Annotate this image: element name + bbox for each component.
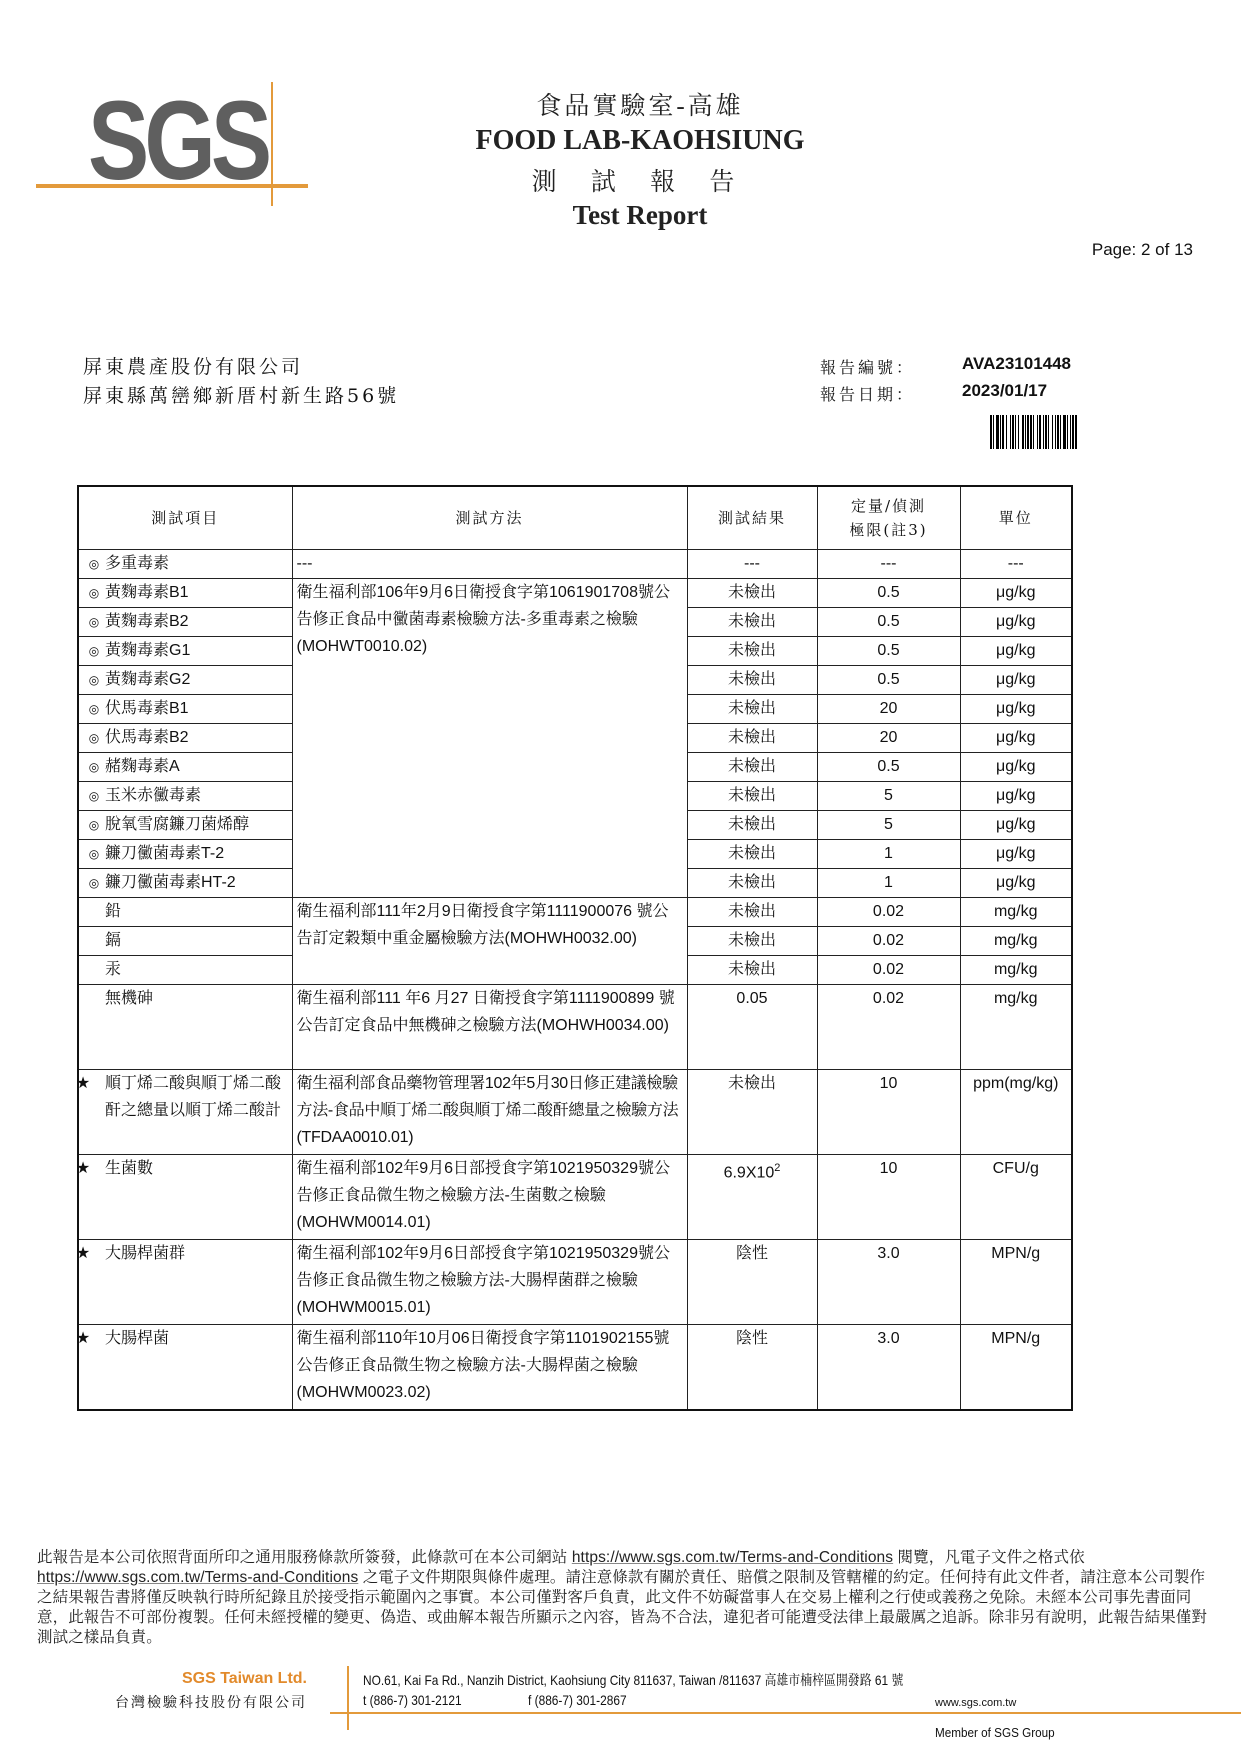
terms-link[interactable]: https://www.sgs.com.tw/Terms-and-Conditions: [571, 1549, 894, 1566]
results-table: [77, 485, 1073, 1411]
test-result: [687, 1155, 817, 1240]
result-value: 陰性: [735, 1245, 768, 1262]
test-item-label: 黃麴毒素G2: [105, 671, 191, 688]
result-value: 未檢出: [727, 961, 776, 978]
test-method: 衛生福利部110年10月06日衛授食字第1101902155號公告修正食品微生物之檢驗方法-大腸桿菌之檢驗(MOHWM0023.02): [292, 1325, 687, 1411]
test-result: [687, 840, 817, 869]
disclaimer-text: 閱覽，凡電子文件之格式依: [893, 1549, 1085, 1566]
test-result: [687, 753, 817, 782]
result-value: 未檢出: [727, 700, 776, 717]
test-item-label: 汞: [105, 961, 122, 978]
result-value: 0.05: [736, 990, 768, 1007]
member-of-sgs: Member of SGS Group: [935, 1725, 1055, 1740]
accredited-marker-icon: ◎: [88, 557, 100, 571]
result-value: 未檢出: [727, 932, 776, 949]
test-result: [687, 666, 817, 695]
detection-limit: 20: [817, 695, 960, 724]
test-item: [75, 1240, 292, 1325]
result-value: 未檢出: [727, 903, 776, 920]
test-item-label: 多重毒素: [105, 555, 170, 572]
test-method: 衛生福利部111年2月9日衛授食字第1111900076 號公告訂定穀類中重金屬檢驗方法(MOHWH0032.00): [292, 898, 687, 985]
detection-limit: 0.5: [817, 753, 960, 782]
test-result: [687, 811, 817, 840]
customer-address: 屏東縣萬巒鄉新厝村新生路56號: [83, 385, 400, 407]
accredited-marker-icon: ◎: [88, 818, 100, 832]
barcode: [990, 415, 1160, 449]
test-item: [78, 695, 292, 724]
detection-limit: 1: [817, 869, 960, 898]
unit: μg/kg: [960, 579, 1072, 608]
test-item-label: 鎘: [105, 932, 122, 949]
test-item: [78, 898, 292, 927]
website[interactable]: www.sgs.com.tw: [935, 1697, 1017, 1709]
detection-limit: 10: [817, 1155, 960, 1240]
detection-limit: 10: [817, 1070, 960, 1155]
result-exponent: 2: [774, 1162, 781, 1174]
test-item: [78, 608, 292, 637]
test-method: 衛生福利部111 年6 月27 日衛授食字第1111900899 號公告訂定食品中無機砷之檢驗方法(MOHWH0034.00): [292, 985, 687, 1070]
report-title-en: Test Report: [572, 200, 708, 230]
result-value: 未檢出: [727, 874, 776, 891]
test-result: [687, 1325, 817, 1411]
detection-limit: 3.0: [817, 1240, 960, 1325]
report-date: 2023/01/17: [962, 381, 1048, 400]
table-row: [78, 985, 1072, 1070]
unit: MPN/g: [960, 1325, 1072, 1411]
header-method: 測試方法: [292, 486, 687, 550]
sgs-logo: SGS: [88, 78, 268, 203]
accredited-marker-icon: ◎: [88, 702, 100, 716]
star-marker-icon: ★: [75, 1075, 91, 1092]
test-item: [75, 1325, 292, 1411]
test-item-label: 伏馬毒素B2: [105, 729, 189, 746]
table-row: [78, 1325, 1072, 1411]
test-item: [78, 550, 292, 579]
result-value: 未檢出: [727, 845, 776, 862]
table-row: [78, 550, 1072, 579]
test-result: [687, 782, 817, 811]
disclaimer-text: 之電子文件期限與條件處理。請注意條款有關於責任、賠償之限制及管轄權的約定。任何持有此文件者，請注意本公司製作之結果報告書將僅反映執行時所紀錄且於接受指示範圍內之事實。本公司僅對客戶負責，此文件不妨礙當事人在交易上權利之行使或義務之免除。未經本公司事先書面同意，此報告不可部份複製。任何未經授權的變更、偽造、或曲解本報告所顯示之內容，皆為不合法，違犯者可能遭受法律上最嚴厲之追訴。除非另有說明，此報告結果僅對測試之樣品負責。: [37, 1569, 1208, 1646]
unit: μg/kg: [960, 637, 1072, 666]
unit: CFU/g: [960, 1155, 1072, 1240]
test-item: [78, 666, 292, 695]
test-item-label: 黃麴毒素B1: [105, 584, 189, 601]
table-row: [78, 1240, 1072, 1325]
accredited-marker-icon: ◎: [88, 847, 100, 861]
test-item: [75, 1155, 292, 1240]
header-unit: 單位: [960, 486, 1072, 550]
test-item-label: 伏馬毒素B1: [105, 700, 189, 717]
star-marker-icon: ★: [75, 1160, 91, 1177]
test-method: ---: [292, 550, 687, 579]
footer-rule-horizontal: [330, 1712, 1241, 1714]
test-item-label: 黃麴毒素B2: [105, 613, 189, 630]
test-item: [78, 753, 292, 782]
test-method: 衛生福利部106年9月6日衛授食字第1061901708號公告修正食品中黴菌毒素檢驗方法-多重毒素之檢驗(MOHWT0010.02): [292, 579, 687, 898]
unit: ---: [960, 550, 1072, 579]
test-item-label: 鉛: [105, 903, 122, 920]
unit: μg/kg: [960, 666, 1072, 695]
unit: mg/kg: [960, 927, 1072, 956]
result-value: ---: [744, 555, 760, 572]
accredited-marker-icon: ◎: [88, 586, 100, 600]
unit: μg/kg: [960, 782, 1072, 811]
table-row: [78, 1155, 1072, 1240]
test-item: [78, 811, 292, 840]
company-name-en: SGS Taiwan Ltd.: [181, 1670, 307, 1687]
test-item: [78, 782, 292, 811]
test-item-label: 順丁烯二酸與順丁烯二酸酐之總量以順丁烯二酸計: [105, 1075, 282, 1119]
report-number-label: 報告編號：: [820, 358, 916, 377]
test-method: 衛生福利部102年9月6日部授食字第1021950329號公告修正食品微生物之檢驗方法-大腸桿菌群之檢驗(MOHWM0015.01): [292, 1240, 687, 1325]
disclaimer: [37, 1548, 1212, 1648]
test-method: 衛生福利部102年9月6日部授食字第1021950329號公告修正食品微生物之檢驗方法-生菌數之檢驗(MOHWM0014.01): [292, 1155, 687, 1240]
test-item-label: 赭麴毒素A: [105, 758, 180, 775]
detection-limit: 0.5: [817, 579, 960, 608]
unit: mg/kg: [960, 956, 1072, 985]
test-item: [78, 724, 292, 753]
customer-name: 屏東農產股份有限公司: [83, 356, 304, 378]
telephone: t (886-7) 301-2121: [363, 1692, 462, 1708]
test-result: [687, 956, 817, 985]
detection-limit: 5: [817, 811, 960, 840]
test-item-label: 鐮刀黴菌毒素HT-2: [105, 874, 236, 891]
test-item: [78, 927, 292, 956]
detection-limit: 5: [817, 782, 960, 811]
test-item-label: 無機砷: [105, 990, 154, 1007]
unit: μg/kg: [960, 869, 1072, 898]
result-value: 未檢出: [727, 642, 776, 659]
detection-limit: 3.0: [817, 1325, 960, 1411]
result-value: 陰性: [735, 1330, 768, 1347]
detection-limit: 0.5: [817, 637, 960, 666]
page-number: Page: 2 of 13: [1091, 240, 1193, 259]
detection-limit: 0.02: [817, 927, 960, 956]
table-header-row: [78, 486, 1072, 550]
footer-rule-vertical: [347, 1666, 349, 1730]
unit: μg/kg: [960, 811, 1072, 840]
test-item: [78, 579, 292, 608]
star-marker-icon: ★: [75, 1245, 91, 1262]
header-item: 測試項目: [78, 486, 292, 550]
test-item: [78, 869, 292, 898]
unit: ppm(mg/kg): [960, 1070, 1072, 1155]
unit: μg/kg: [960, 724, 1072, 753]
test-result: [687, 898, 817, 927]
test-item-label: 生菌數: [105, 1160, 154, 1177]
unit: μg/kg: [960, 840, 1072, 869]
accredited-marker-icon: ◎: [88, 644, 100, 658]
test-item-label: 大腸桿菌群: [105, 1245, 186, 1262]
unit: μg/kg: [960, 695, 1072, 724]
lab-title-en: FOOD LAB-KAOHSIUNG: [475, 125, 805, 156]
table-row: [78, 579, 1072, 608]
header-limit: 定量/偵測 極限(註3): [817, 486, 960, 550]
detection-limit: 1: [817, 840, 960, 869]
result-value: 未檢出: [727, 758, 776, 775]
accredited-marker-icon: ◎: [88, 876, 100, 890]
unit: mg/kg: [960, 898, 1072, 927]
test-item: [78, 637, 292, 666]
accredited-marker-icon: ◎: [88, 731, 100, 745]
test-result: [687, 869, 817, 898]
result-value: 未檢出: [727, 729, 776, 746]
test-method: 衛生福利部食品藥物管理署102年5月30日修正建議檢驗方法-食品中順丁烯二酸與順丁烯二酸酐總量之檢驗方法(TFDAA0010.01): [292, 1070, 687, 1155]
lab-title-zh: 食品實驗室-高雄: [536, 93, 744, 120]
header-result: 測試結果: [687, 486, 817, 550]
test-item-label: 黃麴毒素G1: [105, 642, 191, 659]
test-result: [687, 1240, 817, 1325]
company-address: NO.61, Kai Fa Rd., Nanzih District, Kaohsiung City 811637, Taiwan /811637 高雄市楠梓區開發路 61 號: [363, 1672, 904, 1688]
detection-limit: 0.5: [817, 666, 960, 695]
detection-limit: 0.5: [817, 608, 960, 637]
detection-limit: ---: [817, 550, 960, 579]
test-item-label: 玉米赤黴毒素: [105, 787, 202, 804]
test-item: [78, 956, 292, 985]
unit: μg/kg: [960, 608, 1072, 637]
barcode-bar: [1075, 415, 1077, 449]
test-result: [687, 695, 817, 724]
star-marker-icon: ★: [75, 1330, 91, 1347]
result-value: 未檢出: [727, 671, 776, 688]
accredited-marker-icon: ◎: [88, 615, 100, 629]
test-item-label: 鐮刀黴菌毒素T-2: [105, 845, 225, 862]
test-result: [687, 724, 817, 753]
test-item: [75, 1070, 292, 1155]
unit: mg/kg: [960, 985, 1072, 1070]
result-value: 6.9X10: [723, 1164, 775, 1182]
test-item: [78, 985, 292, 1070]
test-result: [687, 579, 817, 608]
result-value: 未檢出: [727, 787, 776, 804]
test-item: [78, 840, 292, 869]
unit: MPN/g: [960, 1240, 1072, 1325]
table-row: [78, 898, 1072, 927]
result-value: 未檢出: [727, 613, 776, 630]
test-item-label: 大腸桿菌: [105, 1330, 170, 1347]
accredited-marker-icon: ◎: [88, 673, 100, 687]
report-date-label: 報告日期：: [820, 385, 916, 404]
accredited-marker-icon: ◎: [88, 760, 100, 774]
accredited-marker-icon: ◎: [88, 789, 100, 803]
detection-limit: 0.02: [817, 898, 960, 927]
detection-limit: 0.02: [817, 956, 960, 985]
unit: μg/kg: [960, 753, 1072, 782]
result-value: 未檢出: [727, 1075, 776, 1092]
test-result: [687, 637, 817, 666]
test-item-label: 脫氧雪腐鐮刀菌烯醇: [105, 816, 250, 833]
test-result: [687, 608, 817, 637]
company-name-zh: 台灣檢驗科技股份有限公司: [115, 1695, 307, 1711]
disclaimer-text: 此報告是本公司依照背面所印之通用服務條款所簽發，此條款可在本公司網站: [37, 1549, 572, 1566]
fax: f (886-7) 301-2867: [528, 1692, 627, 1708]
report-number: AVA23101448: [962, 354, 1072, 373]
report-title-zh: 測 試 報 告: [531, 169, 749, 196]
test-result: [687, 927, 817, 956]
result-value: 未檢出: [727, 816, 776, 833]
test-result: [687, 1070, 817, 1155]
detection-limit: 20: [817, 724, 960, 753]
detection-limit: 0.02: [817, 985, 960, 1070]
test-result: [687, 550, 817, 579]
result-value: 未檢出: [727, 584, 776, 601]
test-result: [687, 985, 817, 1070]
terms-link[interactable]: https://www.sgs.com.tw/Terms-and-Conditions: [37, 1569, 359, 1586]
table-row: [78, 1070, 1072, 1155]
